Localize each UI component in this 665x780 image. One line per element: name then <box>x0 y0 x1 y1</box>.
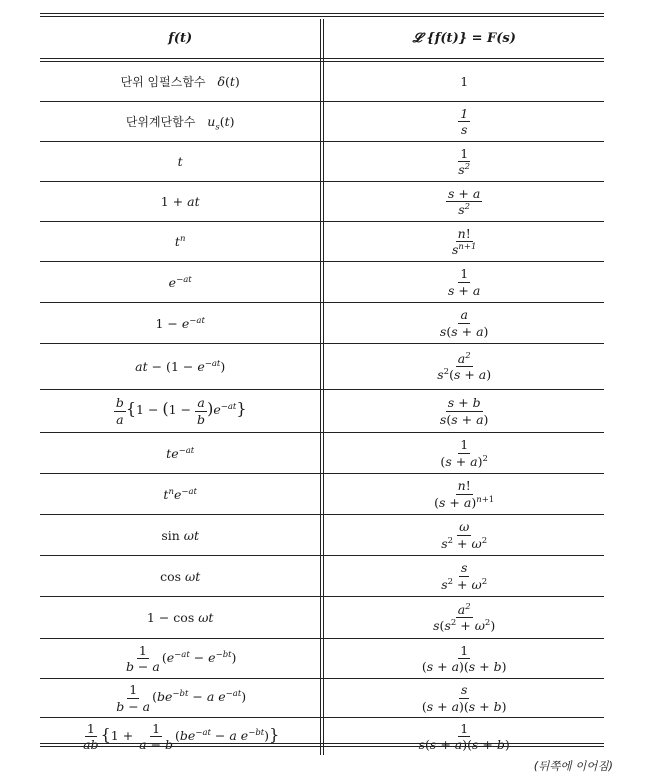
ft-cell: t <box>40 142 320 182</box>
ft-cell: $\frac{b}{a}$ {1 − (1 − $\frac{a}{b}$ )$e^{-at}$} <box>40 390 320 433</box>
table-row <box>40 222 604 262</box>
table-row <box>40 303 604 344</box>
Fs-cell: $\frac{1}{s}$ <box>324 102 604 142</box>
table-row <box>40 639 604 679</box>
ft-cell: $e^{-at}$ <box>40 262 320 303</box>
ft-cell: sin ωt <box>40 515 320 556</box>
table-row <box>40 718 604 755</box>
Fs-cell: $\frac{s}{(s + a)(s + b)}$ <box>324 679 604 718</box>
laplace-transform-table <box>40 19 604 755</box>
ft-cell: $t^ne^{-at}$ <box>40 474 320 515</box>
Fs-cell: $\frac{1}{s(s + a)(s + b)}$ <box>418 720 510 752</box>
table-row <box>40 433 604 474</box>
Fs-cell: $\frac{1}{(s + a)^2}$ <box>324 433 604 474</box>
continued-note: (뒤쪽에 이어짐) <box>533 759 613 773</box>
Fs-cell: $\frac{a}{s(s + a)}$ <box>324 303 604 344</box>
Fs-cell: $\frac{n!}{(s + a)^{n+1}}$ <box>324 474 604 515</box>
ft-cell: $1 - e^{-at}$ <box>40 303 320 344</box>
ft-cell: at − $(1 - e^{-at})$ <box>40 344 320 390</box>
ft-cell: cos ωt <box>40 556 320 597</box>
table-bottom-rule <box>40 743 604 747</box>
Fs-cell: $\frac{n!}{s^{n+1}}$ <box>324 222 604 262</box>
Fs-cell: $\frac{a^2}{s(s^2 + \omega^2)}$ <box>324 597 604 639</box>
table-row <box>40 102 604 142</box>
header-Fs: 𝓛 {f(t)} = F(s) <box>324 19 604 59</box>
ft-cell: $\frac{1}{b - a}$ $(e^{-at} - e^{-bt})$ <box>40 639 320 679</box>
Fs-cell: $\frac{s + b}{s(s + a)}$ <box>324 390 604 433</box>
ft-cell: $t^n$ <box>40 222 320 262</box>
Fs-cell: $\frac{1}{s^2}$ <box>324 142 604 182</box>
ft-cell: $\frac{1}{b - a}$ ($be^{-bt} - a$ $e^{-at}$) <box>40 679 320 718</box>
table-row <box>40 62 604 102</box>
table-header-row <box>40 19 604 59</box>
Fs-cell: $\frac{a^2}{s^2(s + a)}$ <box>324 344 604 390</box>
ft-cell: $te^{-at}$ <box>40 433 320 474</box>
table-row <box>40 142 604 182</box>
table-row <box>40 262 604 303</box>
table-row <box>40 679 604 718</box>
Fs-cell: 1 <box>324 62 604 102</box>
ft-label: 단위계단함수 <box>125 115 196 129</box>
Fs-cell: $\frac{1}{s + a}$ <box>324 262 604 303</box>
header-ft: f(t) <box>40 19 320 59</box>
ft-cell: 단위계단함수 $u_s(t)$ <box>40 102 320 142</box>
ft-cell: 1 + at <box>40 182 320 222</box>
ft-label: 단위 임펄스함수 <box>120 75 206 89</box>
ft-cell: 1 − cos ωt <box>40 597 320 639</box>
table-row <box>40 556 604 597</box>
table-row <box>40 597 604 639</box>
Fs-cell: $\frac{1}{(s + a)(s + b)}$ <box>324 639 604 679</box>
Fs-cell: $\frac{s + a}{s^2}$ <box>324 182 604 222</box>
table-row <box>40 515 604 556</box>
table-top-rule <box>40 13 604 17</box>
table-row <box>40 344 604 390</box>
ft-cell: $\frac{1}{ab}$ {1 + $\frac{1}{a - b}$ ($be^{-at} - a$ $e^{-bt}$)} <box>83 720 280 752</box>
table-row <box>40 390 604 433</box>
Fs-cell: $\frac{\omega}{s^2 + \omega^2}$ <box>324 515 604 556</box>
ft-cell: 단위 임펄스함수 δ(t) <box>40 62 320 102</box>
table-row <box>40 474 604 515</box>
Fs-cell: $\frac{s}{s^2 + \omega^2}$ <box>324 556 604 597</box>
table-row <box>40 182 604 222</box>
